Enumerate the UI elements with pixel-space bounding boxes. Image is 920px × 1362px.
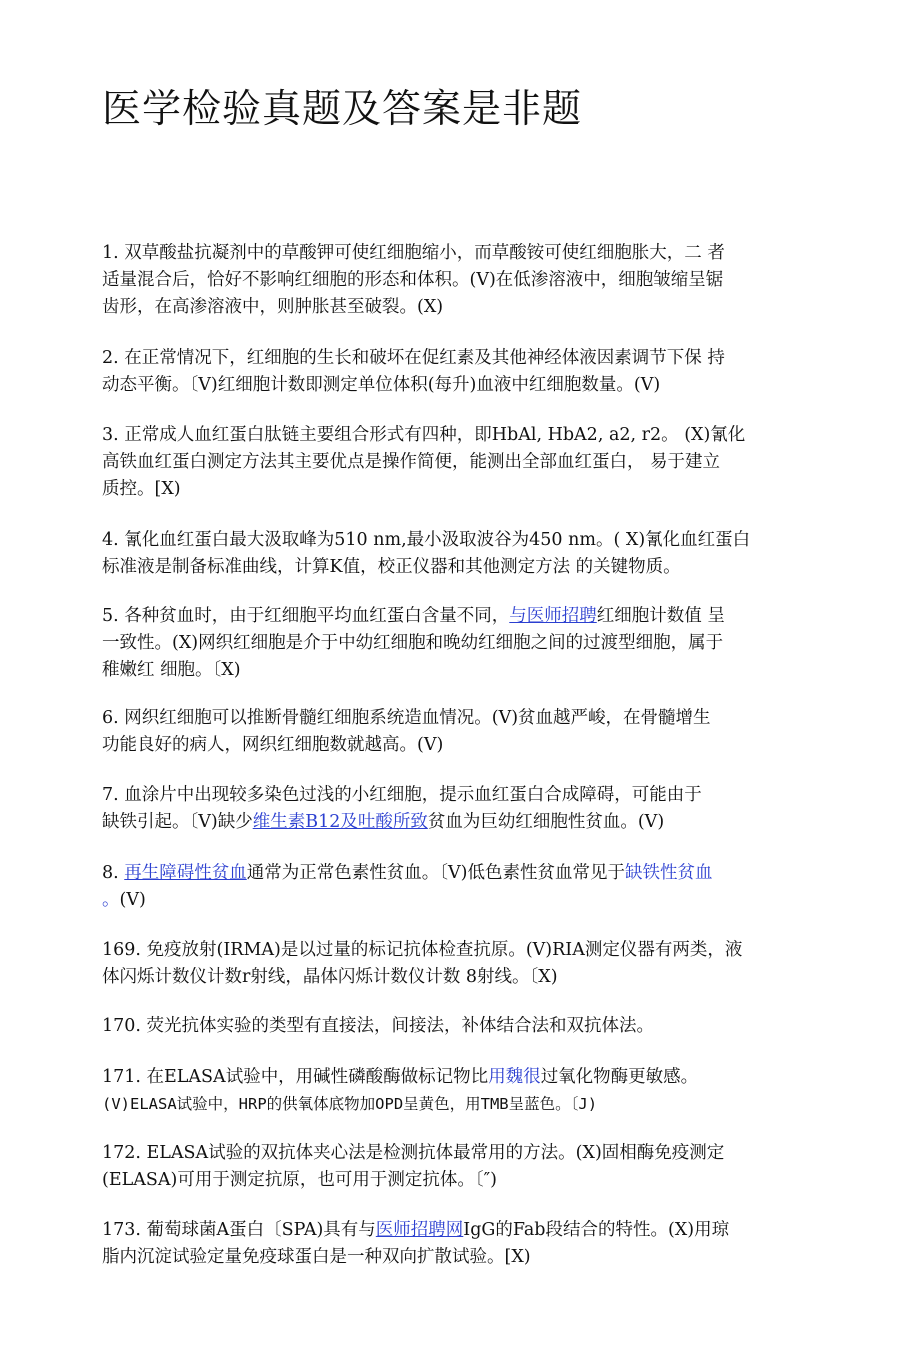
question-6: [102, 705, 814, 759]
recruit-link[interactable]: 与医师招聘: [509, 606, 597, 626]
text-line: (V)ELASA试验中，HRP的供氧体底物加OPD呈黄色，用TMB呈蓝色。〔J): [102, 1095, 598, 1113]
text-segment: 贫血为巨幼红细胞性贫血。(V): [427, 812, 665, 832]
text-line: (ELASA)可用于测定抗原，也可用于测定抗体。〔″): [102, 1170, 497, 1190]
question-170: [102, 1013, 814, 1040]
text-line: 2. 在正常情况下，红细胞的生长和破坏在促红素及其他神经体液因素调节下保 持: [102, 348, 725, 368]
text-line: 1. 双草酸盐抗凝剂中的草酸钾可使红细胞缩小，而草酸铵可使红细胞胀大，二 者: [102, 243, 725, 263]
text-segment: 红细胞计数值 呈: [596, 606, 725, 626]
text-line: [102, 603, 814, 630]
text-line: 6. 网织红细胞可以推断骨髓红细胞系统造血情况。(V)贫血越严峻，在骨髓增生: [102, 708, 711, 728]
text-line: 169. 免疫放射(IRMA)是以过量的标记抗体检查抗原。(V)RIA测定仪器有两类，液: [102, 940, 743, 960]
text-line: [102, 887, 814, 914]
text-line: 170. 荧光抗体实验的类型有直接法，间接法，补体结合法和双抗体法。: [102, 1016, 655, 1036]
peroxidase-link[interactable]: 用魏很: [488, 1067, 541, 1087]
text-line: 动态平衡。〔V)红细胞计数即测定单位体积(每升)血液中红细胞数量。(V): [102, 375, 661, 395]
text-line: 高铁血红蛋白测定方法其主要优点是操作简便，能测出全部血红蛋白， 易于建立: [102, 452, 721, 472]
question-2: [102, 345, 814, 399]
text-line: [102, 809, 814, 836]
text-line: 7. 血涂片中出现较多染色过浅的小红细胞，提示血红蛋白合成障碍，可能由于: [102, 785, 702, 805]
text-line: 功能良好的病人，网织红细胞数就越高。(V): [102, 735, 444, 755]
text-segment: 过氧化物酶更敏感。: [540, 1067, 699, 1087]
text-line: 172. ELASA试验的双抗体夹心法是检测抗体最常用的方法。(X)固相酶免疫测定: [102, 1143, 725, 1163]
text-line: [102, 860, 814, 887]
text-line: 标准液是制备标准曲线，计算K值，校正仪器和其他测定方法 的关键物质。: [102, 557, 681, 577]
question-171: [102, 1064, 814, 1118]
text-line: 体闪烁计数仪计数r射线，晶体闪烁计数仪计数 8射线。〔X): [102, 967, 558, 987]
text-segment: 173. 葡萄球菌A蛋白〔SPA)具有与: [102, 1220, 376, 1240]
text-segment: 171. 在ELASA试验中，用碱性磷酸酶做标记物比: [102, 1067, 489, 1087]
aplastic-anemia-link[interactable]: 再生障碍性贫血: [124, 863, 247, 883]
question-1: [102, 240, 814, 321]
text-segment: 通常为正常色素性贫血。〔V)低色素性贫血常见于: [246, 863, 625, 883]
question-173: [102, 1217, 814, 1271]
text-segment: IgG的Fab段结合的特性。(X)用琼: [463, 1220, 730, 1240]
text-segment: 8.: [102, 863, 125, 883]
text-segment: 5. 各种贫血时，由于红细胞平均血红蛋白含量不同，: [102, 606, 510, 626]
vitamin-b12-link[interactable]: 维生素B12及吐酸所致: [252, 812, 428, 832]
text-segment: (V): [119, 890, 146, 910]
question-8: [102, 860, 814, 914]
page-title: 医学检验真题及答案是非题: [102, 87, 583, 132]
question-7: [102, 782, 814, 836]
text-segment: 缺铁引起。〔V)缺少: [102, 812, 253, 832]
text-line: 齿形，在高渗溶液中，则肿胀甚至破裂。(X): [102, 297, 444, 317]
text-line: 脂内沉淀试验定量免疫球蛋白是一种双向扩散试验。[X): [102, 1247, 531, 1267]
text-line: 质控。[X): [102, 479, 181, 499]
text-line: 适量混合后，恰好不影响红细胞的形态和体积。(V)在低渗溶液中，细胞皱缩呈锯: [102, 270, 724, 290]
question-169: [102, 937, 814, 991]
question-4: [102, 527, 814, 581]
text-line: 一致性。(X)网织红细胞是介于中幼红细胞和晚幼红细胞之间的过渡型细胞，属于: [102, 633, 724, 653]
text-line: 4. 氰化血红蛋白最大汲取峰为510 nm,最小汲取波谷为450 nm。( X)氰化血红蛋白: [102, 530, 751, 550]
text-line: 稚嫩红 细胞。〔X): [102, 660, 241, 680]
iron-deficiency-anemia-link[interactable]: 缺铁性贫血: [624, 863, 713, 883]
text-line: [102, 1064, 814, 1091]
text-line: 3. 正常成人血红蛋白肽链主要组合形式有四种，即HbAl, HbA2, a2, r2。 (X)氰化: [102, 425, 746, 445]
question-5: [102, 603, 814, 684]
period-link[interactable]: 。: [102, 890, 120, 910]
question-172: [102, 1140, 814, 1194]
text-line: [102, 1217, 814, 1244]
question-3: [102, 422, 814, 503]
recruit-network-link[interactable]: 医师招聘网: [375, 1220, 464, 1240]
